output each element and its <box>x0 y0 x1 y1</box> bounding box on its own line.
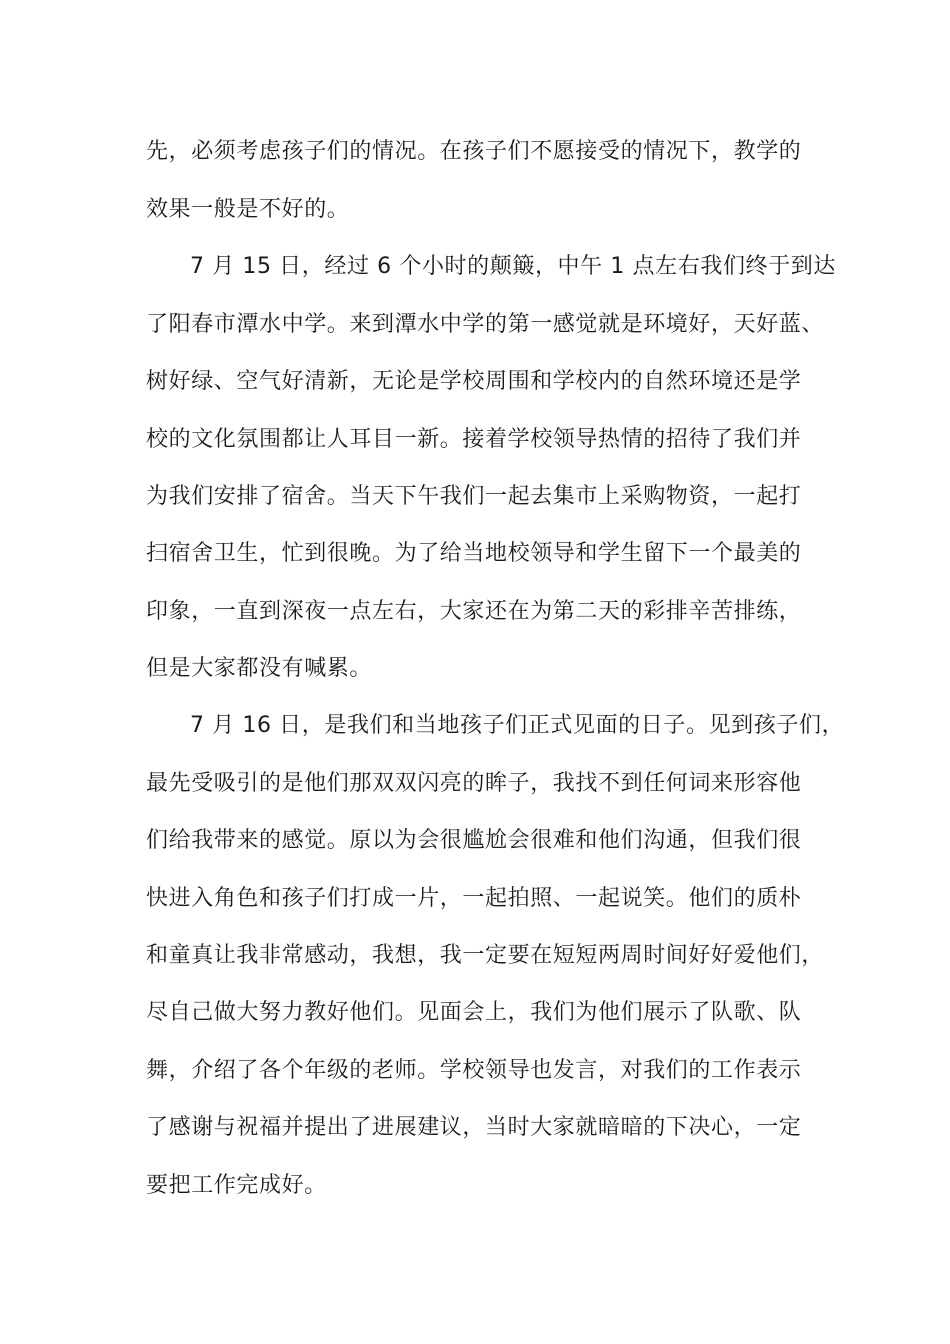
text-line: 们给我带来的感觉。原以为会很尴尬会很难和他们沟通，但我们很 <box>146 828 802 853</box>
text-line: 为我们安排了宿舍。当天下午我们一起去集市上采购物资，一起打 <box>146 484 802 509</box>
text-line: 快进入角色和孩子们打成一片，一起拍照、一起说笑。他们的质朴 <box>146 886 802 911</box>
text-line: 舞，介绍了各个年级的老师。学校领导也发言，对我们的工作表示 <box>146 1058 802 1083</box>
text-line: 要把工作完成好。 <box>146 1173 327 1198</box>
text-line: 了感谢与祝福并提出了进展建议，当时大家就暗暗的下决心，一定 <box>146 1115 802 1140</box>
text-line: 7 月 15 日，经过 6 个小时的颠簸，中午 1 点左右我们终于到达 <box>190 254 836 279</box>
text-line: 先，必须考虑孩子们的情况。在孩子们不愿接受的情况下，教学的 <box>146 139 802 164</box>
text-line: 校的文化氛围都让人耳目一新。接着学校领导热情的招待了我们并 <box>146 427 802 452</box>
text-line: 扫宿舍卫生，忙到很晚。为了给当地校领导和学生留下一个最美的 <box>146 541 802 566</box>
text-line: 7 月 16 日，是我们和当地孩子们正式见面的日子。见到孩子们， <box>190 713 845 738</box>
text-line: 但是大家都没有喊累。 <box>146 656 373 681</box>
text-line: 了阳春市潭水中学。来到潭水中学的第一感觉就是环境好，天好蓝、 <box>146 312 825 337</box>
text-line: 和童真让我非常感动，我想，我一定要在短短两周时间好好爱他们， <box>146 943 825 968</box>
text-line: 最先受吸引的是他们那双双闪亮的眸子，我找不到任何词来形容他 <box>146 771 802 796</box>
text-line: 尽自己做大努力教好他们。见面会上，我们为他们展示了队歌、队 <box>146 1000 802 1025</box>
text-line: 印象，一直到深夜一点左右，大家还在为第二天的彩排辛苦排练， <box>146 599 802 624</box>
text-line: 树好绿、空气好清新，无论是学校周围和学校内的自然环境还是学 <box>146 369 802 394</box>
text-line: 效果一般是不好的。 <box>146 197 350 222</box>
